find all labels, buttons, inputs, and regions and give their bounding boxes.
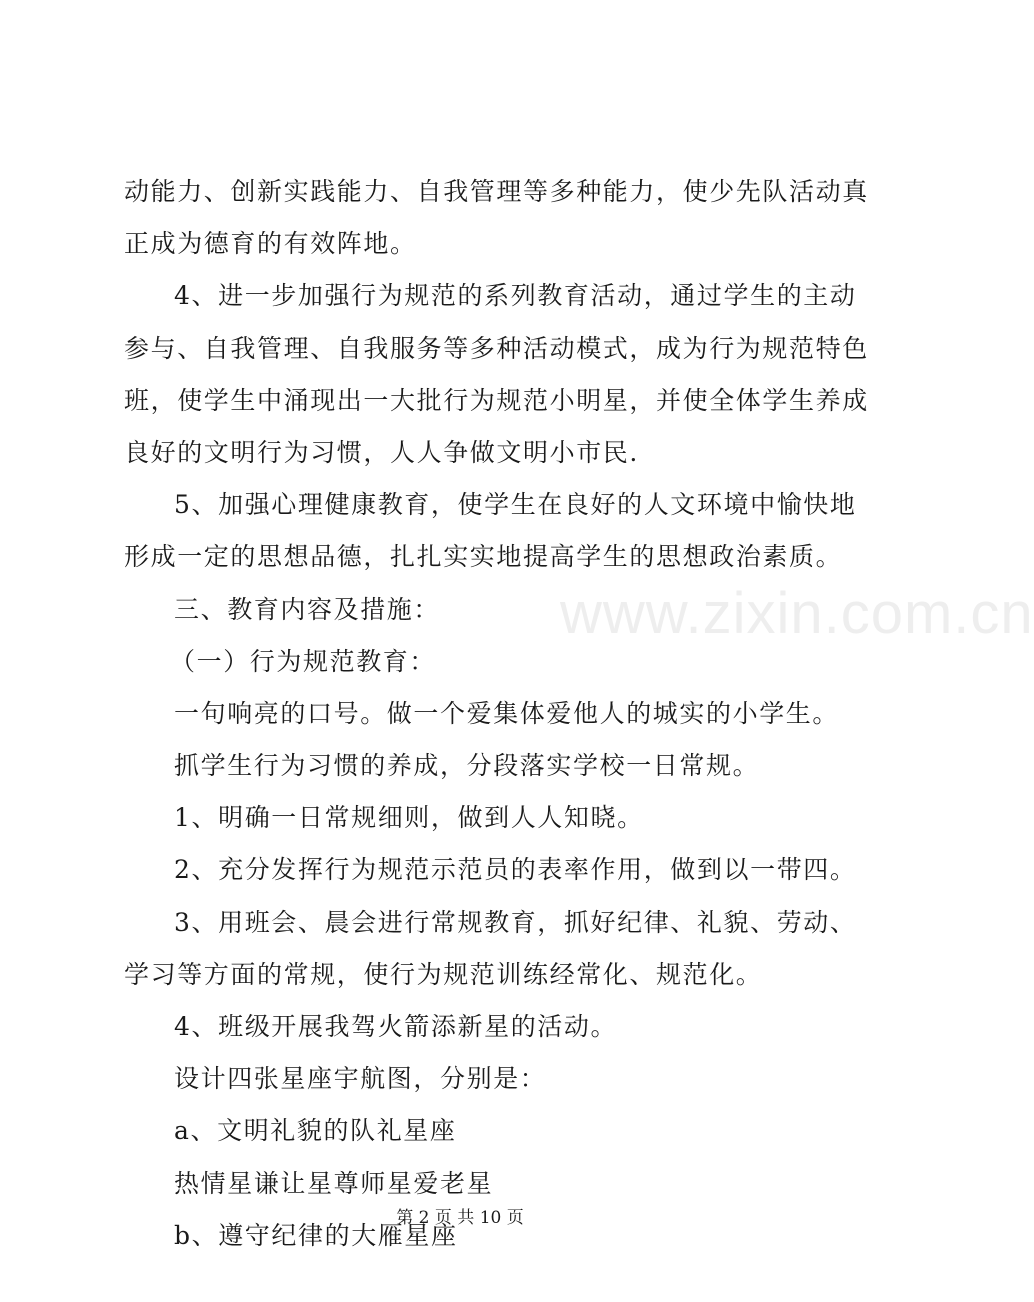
paragraph-line: 5、加强心理健康教育，使学生在良好的人文环境中愉快地 <box>174 490 857 520</box>
paragraph-line: 4、进一步加强行为规范的系列教育活动，通过学生的主动 <box>174 281 857 311</box>
subsection-heading: （一）行为规范教育： <box>170 646 437 676</box>
watermark: www.zixin.com.cn <box>560 581 1034 646</box>
list-item: b、遵守纪律的大雁星座 <box>174 1220 458 1250</box>
section-heading: 三、教育内容及措施： <box>174 594 441 624</box>
body-text <box>124 166 869 1262</box>
list-item: a、文明礼貌的队礼星座 <box>174 1116 457 1146</box>
list-item: 4、班级开展我驾火箭添新星的活动。 <box>174 1012 618 1041</box>
paragraph-line: 抓学生行为习惯的养成，分段落实学校一日常规。 <box>174 751 760 781</box>
list-item: 3、用班会、晨会进行常规教育，抓好纪律、礼貌、劳动、 <box>174 907 857 937</box>
list-item: 1、明确一日常规细则，做到人人知晓。 <box>174 803 644 833</box>
paragraph-line: 学习等方面的常规，使行为规范训练经常化、规范化。 <box>124 959 763 989</box>
paragraph-line: 动能力、创新实践能力、自我管理等多种能力，使少先队活动真 <box>124 177 869 206</box>
paragraph-line: 班，使学生中涌现出一大批行为规范小明星，并使全体学生养成 <box>124 385 869 415</box>
paragraph-line: 参与、自我管理、自我服务等多种活动模式，成为行为规范特色 <box>124 333 869 363</box>
paragraph-line: 形成一定的思想品德，扎扎实实地提高学生的思想政治素质。 <box>124 542 843 572</box>
paragraph-line: 设计四张星座宇航图，分别是： <box>174 1064 547 1094</box>
paragraph-line: 正成为德育的有效阵地。 <box>124 229 417 259</box>
paragraph-line: 热情星谦让星尊师星爱老星 <box>174 1168 494 1198</box>
page-number-footer: 第 2 页 共 10 页 <box>396 1208 524 1228</box>
list-item: 2、充分发挥行为规范示范员的表率作用，做到以一带四。 <box>174 855 857 885</box>
paragraph-line: 良好的文明行为习惯，人人争做文明小市民. <box>124 437 639 467</box>
paragraph-line: 一句响亮的口号。做一个爱集体爱他人的城实的小学生。 <box>174 698 840 728</box>
